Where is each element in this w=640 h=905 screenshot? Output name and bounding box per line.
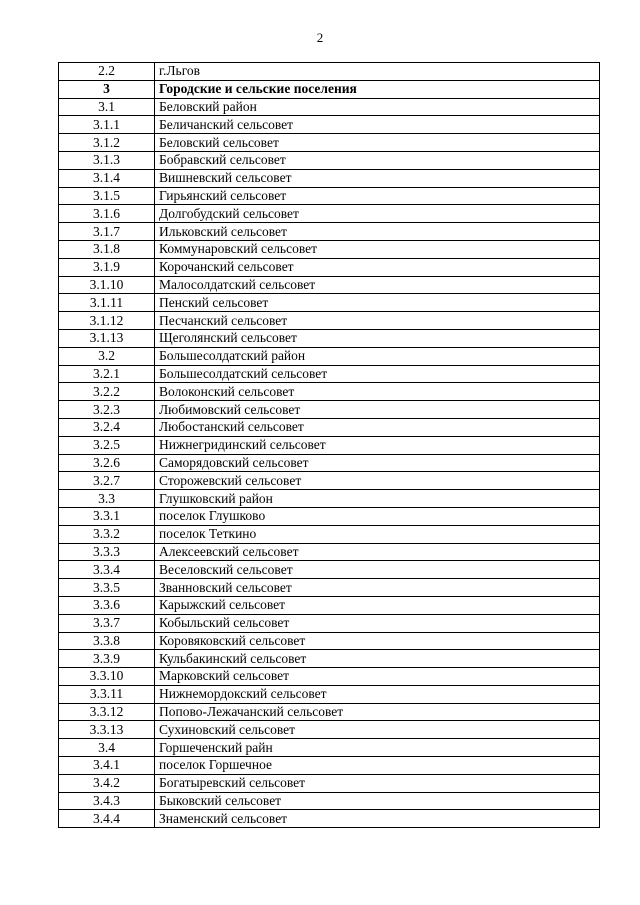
row-number-cell: 3.1.13 bbox=[59, 329, 155, 347]
row-number-cell: 3.1.9 bbox=[59, 258, 155, 276]
table-row bbox=[59, 258, 600, 276]
table-row bbox=[59, 312, 600, 330]
municipality-table bbox=[58, 62, 600, 828]
row-number-cell: 3.3.2 bbox=[59, 525, 155, 543]
row-name-cell: Пенский сельсовет bbox=[155, 294, 600, 312]
row-name-cell: Большесолдатский сельсовет bbox=[155, 365, 600, 383]
row-name-cell: Песчанский сельсовет bbox=[155, 312, 600, 330]
row-name-cell: Богатыревский сельсовет bbox=[155, 774, 600, 792]
row-number-cell: 3.2.5 bbox=[59, 436, 155, 454]
row-name-cell: Волоконский сельсовет bbox=[155, 383, 600, 401]
row-number-cell: 3.3.8 bbox=[59, 632, 155, 650]
table-row bbox=[59, 347, 600, 365]
table-row bbox=[59, 329, 600, 347]
table-row bbox=[59, 632, 600, 650]
row-name-cell: Сухиновский сельсовет bbox=[155, 721, 600, 739]
row-name-cell: Любостанский сельсовет bbox=[155, 418, 600, 436]
table-row bbox=[59, 418, 600, 436]
row-name-cell: Вишневский сельсовет bbox=[155, 169, 600, 187]
table-row bbox=[59, 739, 600, 757]
table-row bbox=[59, 436, 600, 454]
row-name-cell: Кульбакинский сельсовет bbox=[155, 650, 600, 668]
row-number-cell: 3.3.1 bbox=[59, 507, 155, 525]
table-row bbox=[59, 810, 600, 828]
row-number-cell: 3.3.11 bbox=[59, 685, 155, 703]
row-name-cell: Корочанский сельсовет bbox=[155, 258, 600, 276]
table-row bbox=[59, 151, 600, 169]
table-row bbox=[59, 490, 600, 508]
table-row bbox=[59, 134, 600, 152]
row-name-cell: Любимовский сельсовет bbox=[155, 401, 600, 419]
row-number-cell: 3.1.7 bbox=[59, 223, 155, 241]
table-row bbox=[59, 721, 600, 739]
row-name-cell: г.Льгов bbox=[155, 63, 600, 81]
table-row bbox=[59, 80, 600, 98]
row-number-cell: 3.1.6 bbox=[59, 205, 155, 223]
row-number-cell: 3.4.4 bbox=[59, 810, 155, 828]
row-number-cell: 3.2.3 bbox=[59, 401, 155, 419]
row-name-cell: Званновский сельсовет bbox=[155, 579, 600, 597]
table-row bbox=[59, 276, 600, 294]
table-row bbox=[59, 543, 600, 561]
table-row bbox=[59, 294, 600, 312]
row-name-cell: Гирьянский сельсовет bbox=[155, 187, 600, 205]
row-number-cell: 3.2.7 bbox=[59, 472, 155, 490]
row-number-cell: 3.4 bbox=[59, 739, 155, 757]
table-row bbox=[59, 614, 600, 632]
table-row bbox=[59, 596, 600, 614]
row-number-cell: 3.4.2 bbox=[59, 774, 155, 792]
row-name-cell: Беличанский сельсовет bbox=[155, 116, 600, 134]
row-number-cell: 3.3.6 bbox=[59, 596, 155, 614]
row-name-cell: Знаменский сельсовет bbox=[155, 810, 600, 828]
row-number-cell: 3.4.3 bbox=[59, 792, 155, 810]
table-row bbox=[59, 240, 600, 258]
table-row bbox=[59, 98, 600, 116]
row-number-cell: 3.3.4 bbox=[59, 561, 155, 579]
page-number: 2 bbox=[316, 30, 324, 45]
municipality-table-body bbox=[59, 63, 600, 828]
row-name-cell: Веселовский сельсовет bbox=[155, 561, 600, 579]
row-number-cell: 3.1.2 bbox=[59, 134, 155, 152]
table-row bbox=[59, 472, 600, 490]
table-row bbox=[59, 650, 600, 668]
table-row bbox=[59, 792, 600, 810]
row-number-cell: 3 bbox=[59, 80, 155, 98]
table-row bbox=[59, 205, 600, 223]
row-number-cell: 3.3.13 bbox=[59, 721, 155, 739]
row-name-cell: Коровяковский сельсовет bbox=[155, 632, 600, 650]
row-number-cell: 3.1 bbox=[59, 98, 155, 116]
row-number-cell: 3.4.1 bbox=[59, 757, 155, 775]
table-row bbox=[59, 774, 600, 792]
row-number-cell: 3.1.11 bbox=[59, 294, 155, 312]
row-number-cell: 3.1.10 bbox=[59, 276, 155, 294]
row-name-cell: Нижнемордокский сельсовет bbox=[155, 685, 600, 703]
row-name-cell: Малосолдатский сельсовет bbox=[155, 276, 600, 294]
row-name-cell: Беловский район bbox=[155, 98, 600, 116]
row-name-cell: Саморядовский сельсовет bbox=[155, 454, 600, 472]
table-row bbox=[59, 454, 600, 472]
row-name-cell: Быковский сельсовет bbox=[155, 792, 600, 810]
table-row bbox=[59, 365, 600, 383]
row-number-cell: 3.2.1 bbox=[59, 365, 155, 383]
row-name-cell: поселок Глушково bbox=[155, 507, 600, 525]
row-name-cell: Городские и сельские поселения bbox=[155, 80, 600, 98]
table-row bbox=[59, 223, 600, 241]
row-name-cell: Марковский сельсовет bbox=[155, 668, 600, 686]
row-name-cell: Беловский сельсовет bbox=[155, 134, 600, 152]
row-number-cell: 3.2 bbox=[59, 347, 155, 365]
table-row bbox=[59, 525, 600, 543]
row-number-cell: 3.3 bbox=[59, 490, 155, 508]
row-name-cell: Щеголянский сельсовет bbox=[155, 329, 600, 347]
row-number-cell: 2.2 bbox=[59, 63, 155, 81]
row-name-cell: Карыжский сельсовет bbox=[155, 596, 600, 614]
row-name-cell: Попово-Лежачанский сельсовет bbox=[155, 703, 600, 721]
table-row bbox=[59, 579, 600, 597]
row-name-cell: Ильковский сельсовет bbox=[155, 223, 600, 241]
row-name-cell: Нижнегридинский сельсовет bbox=[155, 436, 600, 454]
row-number-cell: 3.1.8 bbox=[59, 240, 155, 258]
table-row bbox=[59, 685, 600, 703]
row-name-cell: Сторожевский сельсовет bbox=[155, 472, 600, 490]
row-name-cell: Алексеевский сельсовет bbox=[155, 543, 600, 561]
row-number-cell: 3.3.7 bbox=[59, 614, 155, 632]
row-name-cell: Кобыльский сельсовет bbox=[155, 614, 600, 632]
table-row bbox=[59, 383, 600, 401]
row-number-cell: 3.3.3 bbox=[59, 543, 155, 561]
table-row bbox=[59, 757, 600, 775]
row-number-cell: 3.2.2 bbox=[59, 383, 155, 401]
row-number-cell: 3.1.5 bbox=[59, 187, 155, 205]
row-number-cell: 3.1.12 bbox=[59, 312, 155, 330]
row-name-cell: Бобравский сельсовет bbox=[155, 151, 600, 169]
table-row bbox=[59, 169, 600, 187]
row-number-cell: 3.1.1 bbox=[59, 116, 155, 134]
row-number-cell: 3.3.10 bbox=[59, 668, 155, 686]
table-row bbox=[59, 187, 600, 205]
row-name-cell: Коммунаровский сельсовет bbox=[155, 240, 600, 258]
table-row bbox=[59, 401, 600, 419]
row-number-cell: 3.1.3 bbox=[59, 151, 155, 169]
table-row bbox=[59, 116, 600, 134]
row-name-cell: Большесолдатский район bbox=[155, 347, 600, 365]
row-number-cell: 3.3.9 bbox=[59, 650, 155, 668]
table-row bbox=[59, 703, 600, 721]
row-name-cell: Горшеченский райн bbox=[155, 739, 600, 757]
table-row bbox=[59, 561, 600, 579]
row-name-cell: Глушковский район bbox=[155, 490, 600, 508]
row-name-cell: поселок Горшечное bbox=[155, 757, 600, 775]
row-number-cell: 3.3.5 bbox=[59, 579, 155, 597]
row-name-cell: поселок Теткино bbox=[155, 525, 600, 543]
table-row bbox=[59, 507, 600, 525]
row-number-cell: 3.3.12 bbox=[59, 703, 155, 721]
row-name-cell: Долгобудский сельсовет bbox=[155, 205, 600, 223]
row-number-cell: 3.1.4 bbox=[59, 169, 155, 187]
table-row bbox=[59, 668, 600, 686]
table-row bbox=[59, 63, 600, 81]
row-number-cell: 3.2.6 bbox=[59, 454, 155, 472]
row-number-cell: 3.2.4 bbox=[59, 418, 155, 436]
